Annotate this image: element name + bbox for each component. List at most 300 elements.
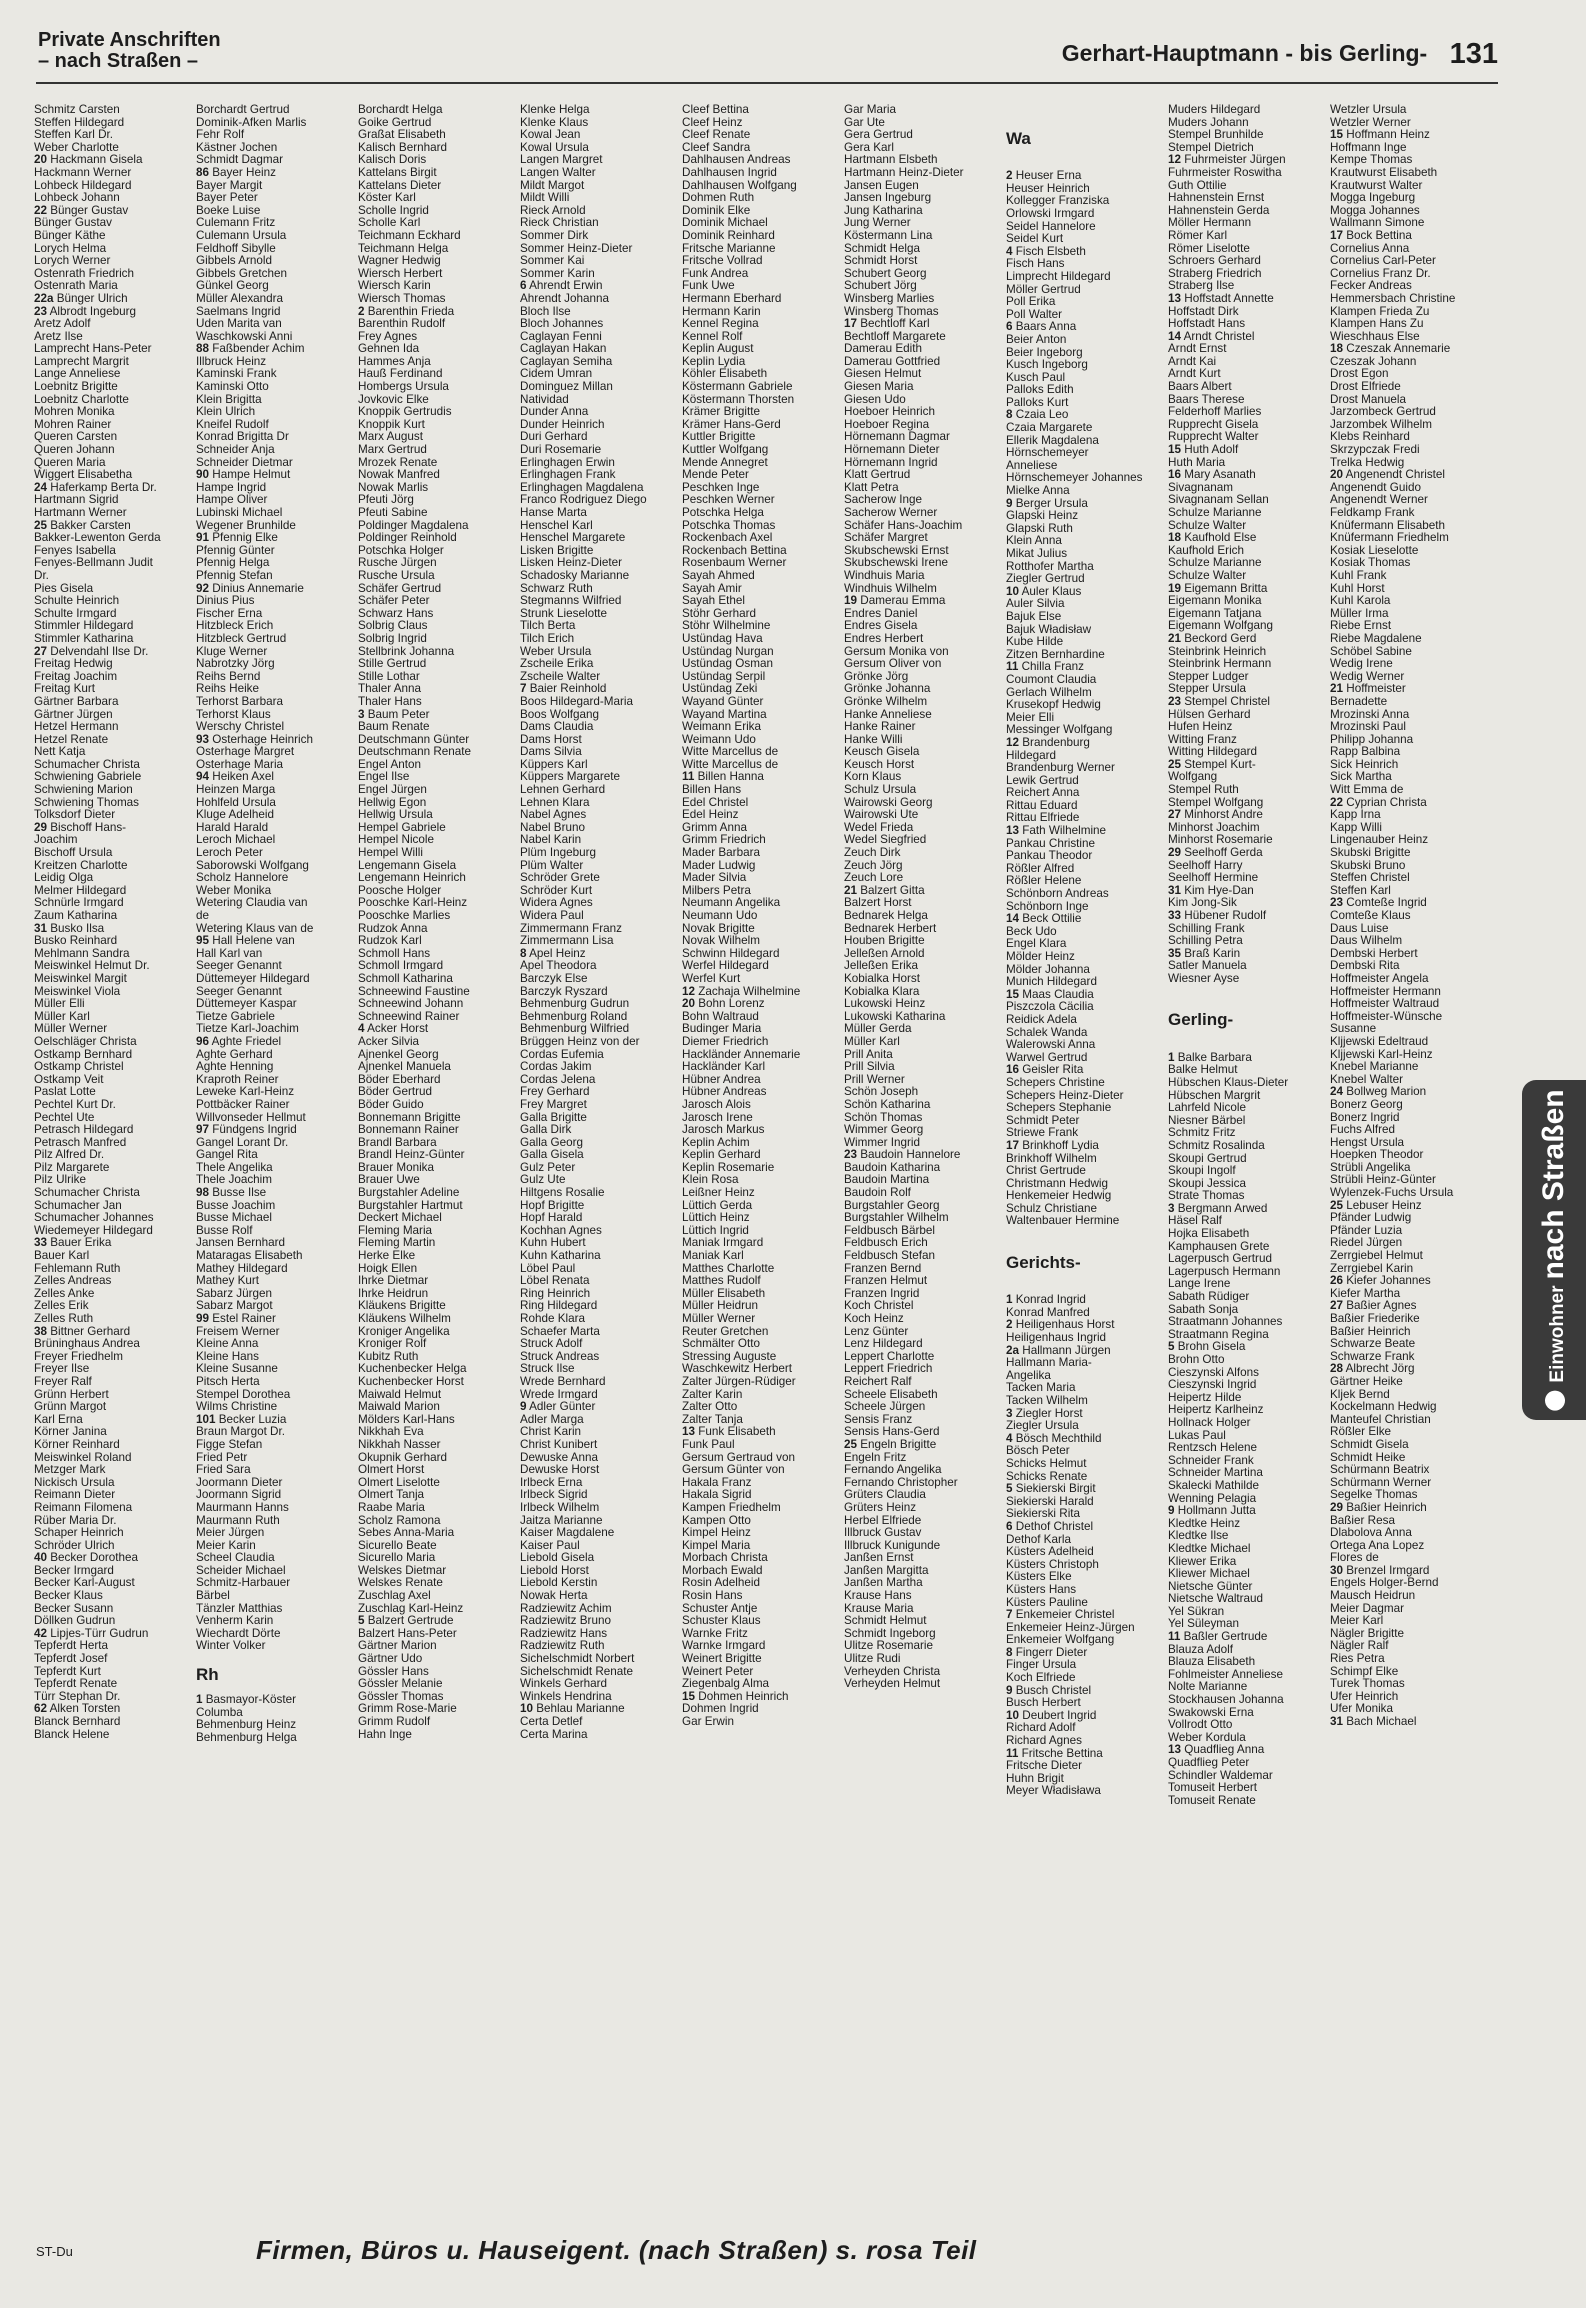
resident-entry: Minhorst Joachim: [1168, 821, 1260, 834]
resident-entry: 4 Fisch Elsbeth: [1006, 245, 1086, 258]
house-number: 9: [1006, 1684, 1013, 1697]
resident-entry: Winkels Gerhard: [520, 1678, 608, 1691]
resident-entry: Liebold Horst: [520, 1564, 589, 1577]
resident-entry: Lüttich Heinz: [682, 1212, 750, 1225]
resident-entry: 6 Ahrendt Erwin: [520, 280, 603, 293]
resident-entry: Hoffstadt Dirk: [1168, 305, 1239, 318]
resident-entry: Beier Anton: [1006, 333, 1067, 346]
resident-entry: Schaefer Marta: [520, 1325, 600, 1338]
resident-entry: Rockenbach Bettina: [682, 544, 787, 557]
resident-entry: Müller Karl: [844, 1035, 900, 1048]
resident-entry: Kollegger Franziska: [1006, 195, 1110, 208]
resident-entry: Kuchenbecker Horst: [358, 1375, 464, 1388]
resident-entry: Fenyes Isabella: [34, 544, 116, 557]
resident-entry: Piszczola Cäcilia: [1006, 1001, 1094, 1014]
resident-entry: Auler Silvia: [1006, 598, 1065, 611]
resident-entry: Leppert Friedrich: [844, 1363, 933, 1376]
resident-entry: Galla Brigitte: [520, 1111, 587, 1124]
resident-entry: Dunder Heinrich: [520, 418, 605, 431]
resident-entry: Gar Ute: [844, 116, 885, 129]
resident-entry: Hallmann Maria-: [1006, 1357, 1092, 1370]
resident-entry: Ostkamp Christel: [34, 1061, 124, 1074]
house-number: 35: [1168, 947, 1182, 960]
resident-entry: Becker Irmgard: [34, 1564, 114, 1577]
resident-entry: Witt Emma de: [1330, 784, 1404, 797]
resident-entry: Zuschlag Karl-Heinz: [358, 1602, 464, 1615]
resident-entry: Dominik Reinhard: [682, 229, 775, 242]
resident-entry: Endres Daniel: [844, 607, 918, 620]
resident-entry: Stepper Ursula: [1168, 683, 1246, 696]
resident-entry: Nowak Herta: [520, 1590, 588, 1603]
resident-entry: Schön Joseph: [844, 1086, 919, 1099]
house-number: 13: [1168, 292, 1182, 305]
resident-entry: Schmidt Ingeborg: [844, 1627, 936, 1640]
resident-entry: Wallmann Simone: [1330, 217, 1425, 230]
resident-entry: Sabarz Margot: [196, 1300, 273, 1313]
resident-entry: 1 Balke Barbara: [1168, 1051, 1252, 1064]
resident-entry: Olmert Liselotte: [358, 1476, 440, 1489]
resident-entry: Keplin Gerhard: [682, 1149, 761, 1162]
resident-entry: 90 Hampe Helmut: [196, 469, 291, 482]
resident-entry: Schürmann Werner: [1330, 1476, 1432, 1489]
house-number: 3: [1006, 1407, 1013, 1420]
resident-entry: Hemmersbach Christine: [1330, 292, 1456, 305]
resident-entry: Poll Walter: [1006, 308, 1063, 321]
resident-entry: Behmenburg Wilfried: [520, 1023, 630, 1036]
resident-entry: Caglayan Hakan: [520, 343, 607, 356]
resident-entry: Zscheile Walter: [520, 670, 601, 683]
resident-entry: 10 Auler Klaus: [1006, 585, 1082, 598]
resident-entry: Meier Elli: [1006, 711, 1055, 724]
resident-entry: 2 Heiligenhaus Horst: [1006, 1319, 1115, 1332]
resident-entry: Hörnemann Ingrid: [844, 456, 938, 469]
resident-entry: Stimmler Katharina: [34, 632, 134, 645]
resident-entry: Barenthin Rudolf: [358, 318, 446, 331]
resident-entry: Rudzok Karl: [358, 935, 422, 948]
resident-entry: Mikat Julius: [1006, 548, 1068, 560]
resident-entry: Tepferdt Herta: [34, 1640, 109, 1653]
resident-entry: Feldkamp Frank: [1330, 507, 1415, 519]
resident-entry: Schmoll Katharina: [358, 972, 453, 985]
resident-entry: Mader Barbara: [682, 847, 760, 860]
resident-entry: Jarosch Irene: [682, 1111, 753, 1124]
resident-entry: Pilz Alfred Dr.: [34, 1149, 105, 1162]
resident-entry: Cieszynski Ingrid: [1168, 1379, 1257, 1392]
resident-entry: Pankau Christine: [1006, 837, 1096, 850]
resident-entry: Gärtner Udo: [358, 1653, 423, 1666]
resident-entry: Ajnenkel Manuela: [358, 1061, 451, 1074]
resident-entry: Pfennig Stefan: [196, 569, 273, 582]
resident-entry: Fehlemann Ruth: [34, 1262, 121, 1275]
resident-entry: Müller Alexandra: [196, 292, 284, 305]
house-number: 7: [520, 683, 527, 696]
resident-entry: Schmidt Helmut: [844, 1615, 927, 1628]
resident-entry: Gersum Monika von: [844, 645, 949, 658]
resident-entry: Satler Manuela: [1168, 960, 1247, 973]
resident-entry: Hall Karl van: [196, 947, 263, 960]
house-number: 25: [844, 1438, 858, 1451]
resident-entry: Kliewer Michael: [1168, 1568, 1250, 1581]
resident-entry: Lagerpusch Gertrud: [1168, 1253, 1272, 1266]
resident-entry: 42 Lipjes-Türr Gudrun: [34, 1627, 149, 1640]
resident-entry: Dominik Michael: [682, 217, 768, 230]
resident-entry: Walerowski Anna: [1006, 1039, 1096, 1052]
header-left: [38, 30, 221, 72]
resident-entry: Willvonseder Hellmut: [196, 1111, 306, 1124]
resident-entry: Strunk Lieselotte: [520, 607, 608, 620]
resident-entry: Richard Agnes: [1006, 1735, 1083, 1748]
resident-entry: Pilz Margarete: [34, 1161, 110, 1174]
resident-entry: Werfel Kurt: [682, 972, 741, 985]
resident-entry: Drost Manuela: [1330, 393, 1407, 406]
resident-entry: Milbers Petra: [682, 884, 751, 897]
resident-entry: Angenendt Werner: [1330, 494, 1428, 507]
resident-entry: Skoupi Jessica: [1168, 1177, 1246, 1190]
resident-entry: Mildt Margot: [520, 179, 585, 192]
resident-entry: Glapski Heinz: [1006, 510, 1079, 523]
resident-entry: Köstermann Lina: [844, 229, 933, 242]
resident-entry: Fritsche Vollrad: [682, 255, 763, 268]
resident-entry: Winsberg Marlies: [844, 292, 935, 305]
resident-entry: Sebes Anna-Maria: [358, 1527, 455, 1540]
resident-entry: Brohn Otto: [1168, 1354, 1225, 1366]
resident-entry: Queren Johann: [34, 444, 115, 457]
resident-entry: Cordas Jelena: [520, 1073, 596, 1086]
resident-entry: Nikkhah Nasser: [358, 1438, 441, 1451]
resident-entry: Kattelans Birgit: [358, 166, 437, 179]
resident-entry: Daus Luise: [1330, 922, 1389, 935]
resident-entry: Krusekopf Hedwig: [1006, 699, 1101, 712]
resident-entry: Poldinger Reinhold: [358, 532, 457, 545]
resident-entry: Beck Udo: [1006, 925, 1057, 938]
house-number: 2: [1006, 1319, 1013, 1332]
resident-entry: Certa Marina: [520, 1728, 588, 1741]
resident-entry: Cleef Renate: [682, 129, 751, 142]
resident-entry: Rieck Arnold: [520, 204, 586, 217]
resident-entry: Czeszak Johann: [1330, 355, 1417, 368]
resident-entry: Kroniger Angelika: [358, 1325, 450, 1338]
resident-entry: Kapp Willi: [1330, 821, 1382, 834]
resident-entry: Illbruck Heinz: [196, 355, 267, 368]
house-number: 25: [34, 519, 48, 532]
resident-entry: Zelles Ruth: [34, 1313, 94, 1325]
resident-entry: Siekierski Harald: [1006, 1495, 1094, 1508]
resident-entry: Sacherow Werner: [844, 507, 938, 519]
resident-entry: Hampe Oliver: [196, 494, 268, 507]
resident-entry: Busch Herbert: [1006, 1697, 1081, 1710]
resident-entry: Joachim: [34, 834, 78, 847]
resident-entry: Lukas Paul: [1168, 1429, 1226, 1442]
house-number: 40: [34, 1552, 48, 1565]
resident-entry: Köstermann Thorsten: [682, 393, 795, 406]
resident-entry: Freyer Friedhelm: [34, 1350, 123, 1363]
house-number: 24: [1330, 1086, 1344, 1099]
resident-entry: Pechtel Kurt Dr.: [34, 1098, 116, 1111]
resident-entry: Wetering Claudia van: [196, 897, 308, 910]
house-number: 13: [1168, 1744, 1182, 1757]
resident-entry: 21 Beckord Gerd: [1168, 632, 1257, 645]
resident-entry: Kowal Ursula: [520, 141, 589, 154]
resident-entry: Petrasch Manfred: [34, 1136, 127, 1149]
resident-entry: Schadosky Marianne: [520, 569, 630, 582]
resident-entry: 14 Beck Ottilie: [1006, 913, 1082, 926]
resident-entry: Dewuske Anna: [520, 1451, 598, 1464]
resident-entry: Gulz Ute: [520, 1174, 566, 1187]
resident-entry: Hoffmeister Hermann: [1330, 985, 1441, 998]
resident-entry: Terhorst Klaus: [196, 708, 271, 721]
resident-entry: Schumacher Christa: [34, 1187, 140, 1200]
resident-entry: Kluge Adelheid: [196, 809, 274, 822]
resident-entry: 1 Konrad Ingrid: [1006, 1294, 1086, 1307]
resident-entry: Wayand Günter: [682, 695, 764, 708]
resident-entry: Zelles Erik: [34, 1300, 89, 1313]
house-number: 20: [1330, 469, 1344, 482]
resident-entry: Kliewer Erika: [1168, 1555, 1237, 1568]
resident-entry: 17 Bechtloff Karl: [844, 318, 930, 331]
resident-entry: Caglayan Fenni: [520, 330, 602, 343]
resident-entry: Hetzel Renate: [34, 733, 109, 746]
resident-entry: Lamprecht Hans-Peter: [34, 343, 152, 356]
resident-entry: Schroers Gerhard: [1168, 255, 1261, 268]
resident-entry: Palloks Edith: [1006, 384, 1074, 397]
directory-column-1: [34, 104, 192, 2230]
resident-entry: 22a Bünger Ulrich: [34, 292, 128, 305]
resident-entry: Dethof Karla: [1006, 1533, 1071, 1546]
resident-entry: Nietsche Günter: [1168, 1580, 1253, 1593]
resident-entry: Sichelschmidt Renate: [520, 1665, 634, 1678]
resident-entry: Wedel Siegfried: [844, 834, 927, 847]
resident-entry: Gehnen Ida: [358, 343, 420, 356]
resident-entry: Susanne: [1330, 1023, 1377, 1036]
resident-entry: Flores de: [1330, 1552, 1379, 1565]
resident-entry: Ziegler Gertrud: [1006, 573, 1085, 586]
resident-entry: Schmoll Hans: [358, 947, 431, 960]
resident-entry: Poll Erika: [1006, 296, 1056, 309]
resident-entry: Radziewitz Achim: [520, 1602, 612, 1615]
resident-entry: [1168, 1039, 1326, 1052]
resident-entry: Schöbel Sabine: [1330, 645, 1412, 658]
resident-entry: Schulze Marianne: [1168, 507, 1262, 519]
resident-entry: Lorych Helma: [34, 242, 107, 255]
section-tab-label: [1537, 1089, 1571, 1410]
street-heading: Gerichts-: [1006, 1252, 1081, 1272]
resident-entry: Gössler Melanie: [358, 1678, 443, 1691]
resident-entry: Wrede Irmgard: [520, 1388, 598, 1401]
resident-entry: Mathey Kurt: [196, 1275, 260, 1288]
resident-entry: Saelmans Ingrid: [196, 305, 281, 318]
resident-entry: Heuser Heinrich: [1006, 182, 1090, 195]
house-number: 42: [34, 1627, 48, 1640]
resident-entry: Wiersch Herbert: [358, 267, 443, 280]
resident-entry: Römer Liselotte: [1168, 242, 1250, 255]
resident-entry: Minhorst Rosemarie: [1168, 834, 1273, 847]
resident-entry: Mogga Ingeburg: [1330, 192, 1416, 205]
resident-entry: Baudoin Katharina: [844, 1161, 941, 1174]
resident-entry: Werfel Hildegard: [682, 960, 769, 973]
resident-entry: Jarzombeck Gertrud: [1330, 406, 1436, 419]
resident-entry: Waschkowski Anni: [196, 330, 293, 343]
resident-entry: Fehr Rolf: [196, 129, 245, 142]
resident-entry: Straatmann Johannes: [1168, 1316, 1283, 1329]
resident-entry: Gera Gertrud: [844, 129, 913, 142]
resident-entry: 28 Albrecht Jörg: [1330, 1363, 1415, 1376]
resident-entry: Skubski Bruno: [1330, 859, 1406, 872]
resident-entry: Mehlmann Sandra: [34, 947, 130, 960]
house-number: 21: [844, 884, 858, 897]
resident-entry: 25 Bakker Carsten: [34, 519, 131, 532]
resident-entry: Janßen Martha: [844, 1577, 923, 1590]
resident-entry: Kleine Hans: [196, 1350, 260, 1363]
resident-entry: 33 Bauer Erika: [34, 1237, 112, 1250]
resident-entry: Loebnitz Brigitte: [34, 381, 118, 394]
resident-entry: Schäfer Gertrud: [358, 582, 442, 595]
resident-entry: Blanck Helene: [34, 1728, 110, 1741]
resident-entry: Tietze Karl-Joachim: [196, 1023, 299, 1036]
house-number: 1: [1168, 1051, 1175, 1064]
resident-entry: Hellwig Egon: [358, 796, 427, 809]
resident-entry: Hoffstadt Hans: [1168, 318, 1246, 331]
resident-entry: 7 Enkemeier Christel: [1006, 1609, 1115, 1622]
resident-entry: Wedig Werner: [1330, 670, 1405, 683]
resident-entry: Freyer Ilse: [34, 1363, 90, 1376]
resident-entry: Becker Karl-August: [34, 1577, 135, 1590]
resident-entry: Schneewind Faustine: [358, 985, 470, 998]
resident-entry: Wylenzek-Fuchs Ursula: [1330, 1187, 1454, 1200]
resident-entry: Kreitzen Charlotte: [34, 859, 128, 872]
resident-entry: Ahrendt Johanna: [520, 292, 610, 305]
resident-entry: Kuhn Hubert: [520, 1237, 586, 1250]
resident-entry: 18 Czeszak Annemarie: [1330, 343, 1451, 356]
resident-entry: Schulte Irmgard: [34, 607, 117, 620]
resident-entry: Freitag Joachim: [34, 670, 118, 683]
resident-entry: Hopf Brigitte: [520, 1199, 585, 1212]
resident-entry: Enkemeier Wolfgang: [1006, 1634, 1115, 1647]
resident-entry: Schumacher Johannes: [34, 1212, 154, 1225]
resident-entry: Kaufhold Erich: [1168, 544, 1245, 557]
resident-entry: Skalecki Mathilde: [1168, 1479, 1259, 1492]
resident-entry: Bonerz Georg: [1330, 1098, 1403, 1111]
house-number: 6: [1006, 1520, 1013, 1533]
resident-entry: Sayah Ethel: [682, 595, 746, 608]
resident-entry: Grönke Johanna: [844, 683, 931, 696]
resident-entry: Lingenauber Heinz: [1330, 834, 1429, 847]
resident-entry: Grimm Rudolf: [358, 1716, 431, 1728]
resident-entry: Schneider Frank: [1168, 1454, 1254, 1467]
resident-entry: Bonerz Ingrid: [1330, 1111, 1400, 1124]
resident-entry: Tacken Maria: [1006, 1382, 1076, 1395]
resident-entry: 25 Engeln Brigitte: [844, 1438, 937, 1451]
resident-entry: Lohbeck Johann: [34, 192, 120, 205]
resident-entry: Swakowski Erna: [1168, 1706, 1254, 1719]
resident-entry: Kuhn Katharina: [520, 1250, 601, 1263]
house-number: 18: [1168, 532, 1182, 545]
resident-entry: 10 Deubert Ingrid: [1006, 1709, 1097, 1722]
resident-entry: 17 Brinkhoff Lydia: [1006, 1139, 1099, 1152]
resident-entry: Pankau Theodor: [1006, 850, 1093, 863]
resident-entry: Deutschmann Günter: [358, 733, 470, 746]
resident-entry: [1006, 1228, 1164, 1241]
resident-entry: Hopf Harald: [520, 1212, 583, 1225]
resident-entry: Fisch Hans: [1006, 258, 1065, 271]
resident-entry: Borchardt Helga: [358, 104, 443, 116]
resident-entry: Häsel Ralf: [1168, 1215, 1222, 1228]
house-number: 5: [1006, 1483, 1013, 1496]
resident-entry: Blauza Elisabeth: [1168, 1656, 1256, 1669]
resident-entry: Köster Karl: [358, 192, 416, 205]
resident-entry: 5 Brohn Gisela: [1168, 1341, 1246, 1354]
resident-entry: Wiechardt Dörte: [196, 1627, 281, 1640]
resident-entry: Morbach Christa: [682, 1552, 768, 1565]
resident-entry: Weber Kordula: [1168, 1731, 1246, 1744]
resident-entry: Kraproth Reiner: [196, 1073, 279, 1086]
resident-entry: Teichmann Helga: [358, 242, 449, 255]
resident-entry: Hanse Marta: [520, 507, 587, 519]
resident-entry: Mausch Heidrun: [1330, 1590, 1416, 1603]
resident-entry: 9 Hollmann Jutta: [1168, 1505, 1256, 1518]
resident-entry: Reichert Anna: [1006, 787, 1080, 800]
resident-entry: Wenning Pelagia: [1168, 1492, 1257, 1505]
resident-entry: 12 Zachaja Wilhelmine: [682, 985, 801, 998]
resident-entry: Burgstahler Georg: [844, 1199, 940, 1212]
resident-entry: Hübner Andrea: [682, 1073, 761, 1086]
resident-entry: Kim Jong-Sik: [1168, 897, 1237, 910]
resident-entry: Straatmann Regina: [1168, 1328, 1269, 1341]
resident-entry: Stempel Dietrich: [1168, 141, 1254, 154]
resident-entry: Prill Werner: [844, 1073, 905, 1086]
resident-entry: Strübli Heinz-Günter: [1330, 1174, 1436, 1187]
house-number: 8: [520, 947, 527, 960]
resident-entry: Busse Rolf: [196, 1224, 253, 1237]
resident-entry: Nietsche Waltraud: [1168, 1593, 1264, 1606]
resident-entry: Leppert Charlotte: [844, 1350, 935, 1363]
resident-entry: Lisken Heinz-Dieter: [520, 557, 622, 570]
resident-entry: Üstündag Zeki: [682, 683, 758, 696]
resident-entry: Sabarz Jürgen: [196, 1287, 273, 1300]
resident-entry: Üstündag Osman: [682, 658, 773, 671]
resident-entry: Tepferdt Kurt: [34, 1665, 101, 1678]
resident-entry: Novak Wilhelm: [682, 935, 760, 948]
resident-entry: Endres Gisela: [844, 620, 918, 633]
resident-entry: Prill Silvia: [844, 1061, 895, 1074]
house-number: 27: [1168, 809, 1182, 822]
resident-entry: Tolksdorf Dieter: [34, 809, 116, 822]
house-number: 23: [1330, 897, 1344, 910]
resident-entry: Lenz Günter: [844, 1325, 909, 1338]
resident-entry: Tilch Erich: [520, 632, 575, 645]
resident-entry: [1006, 1282, 1164, 1295]
resident-entry: Schepers Stephanie: [1006, 1102, 1112, 1115]
house-number: 6: [1006, 321, 1013, 334]
resident-entry: Jelleßen Erika: [844, 960, 919, 973]
resident-entry: Raabe Maria: [358, 1501, 425, 1514]
resident-entry: 3 Ziegler Horst: [1006, 1407, 1083, 1420]
resident-entry: Hülsen Gerhard: [1168, 708, 1251, 721]
resident-entry: Bünger Käthe: [34, 229, 106, 242]
resident-entry: Huhn Brigit: [1006, 1772, 1064, 1785]
resident-entry: Fried Petr: [196, 1451, 248, 1464]
resident-entry: Scheele Jürgen: [844, 1401, 926, 1414]
resident-entry: Baßier Friederike: [1330, 1313, 1420, 1325]
resident-entry: 15 Hoffmann Heinz: [1330, 129, 1430, 142]
resident-entry: Heiligenhaus Ingrid: [1006, 1332, 1107, 1345]
resident-entry: Terhorst Barbara: [196, 695, 284, 708]
resident-entry: Tacken Wilhelm: [1006, 1395, 1088, 1407]
house-number: 8: [1006, 1646, 1013, 1659]
resident-entry: Kuttler Wolfgang: [682, 444, 769, 457]
resident-entry: Meiswinkel Roland: [34, 1451, 132, 1464]
resident-entry: Meiswinkel Viola: [34, 985, 121, 998]
resident-entry: Dembski Rita: [1330, 960, 1400, 973]
